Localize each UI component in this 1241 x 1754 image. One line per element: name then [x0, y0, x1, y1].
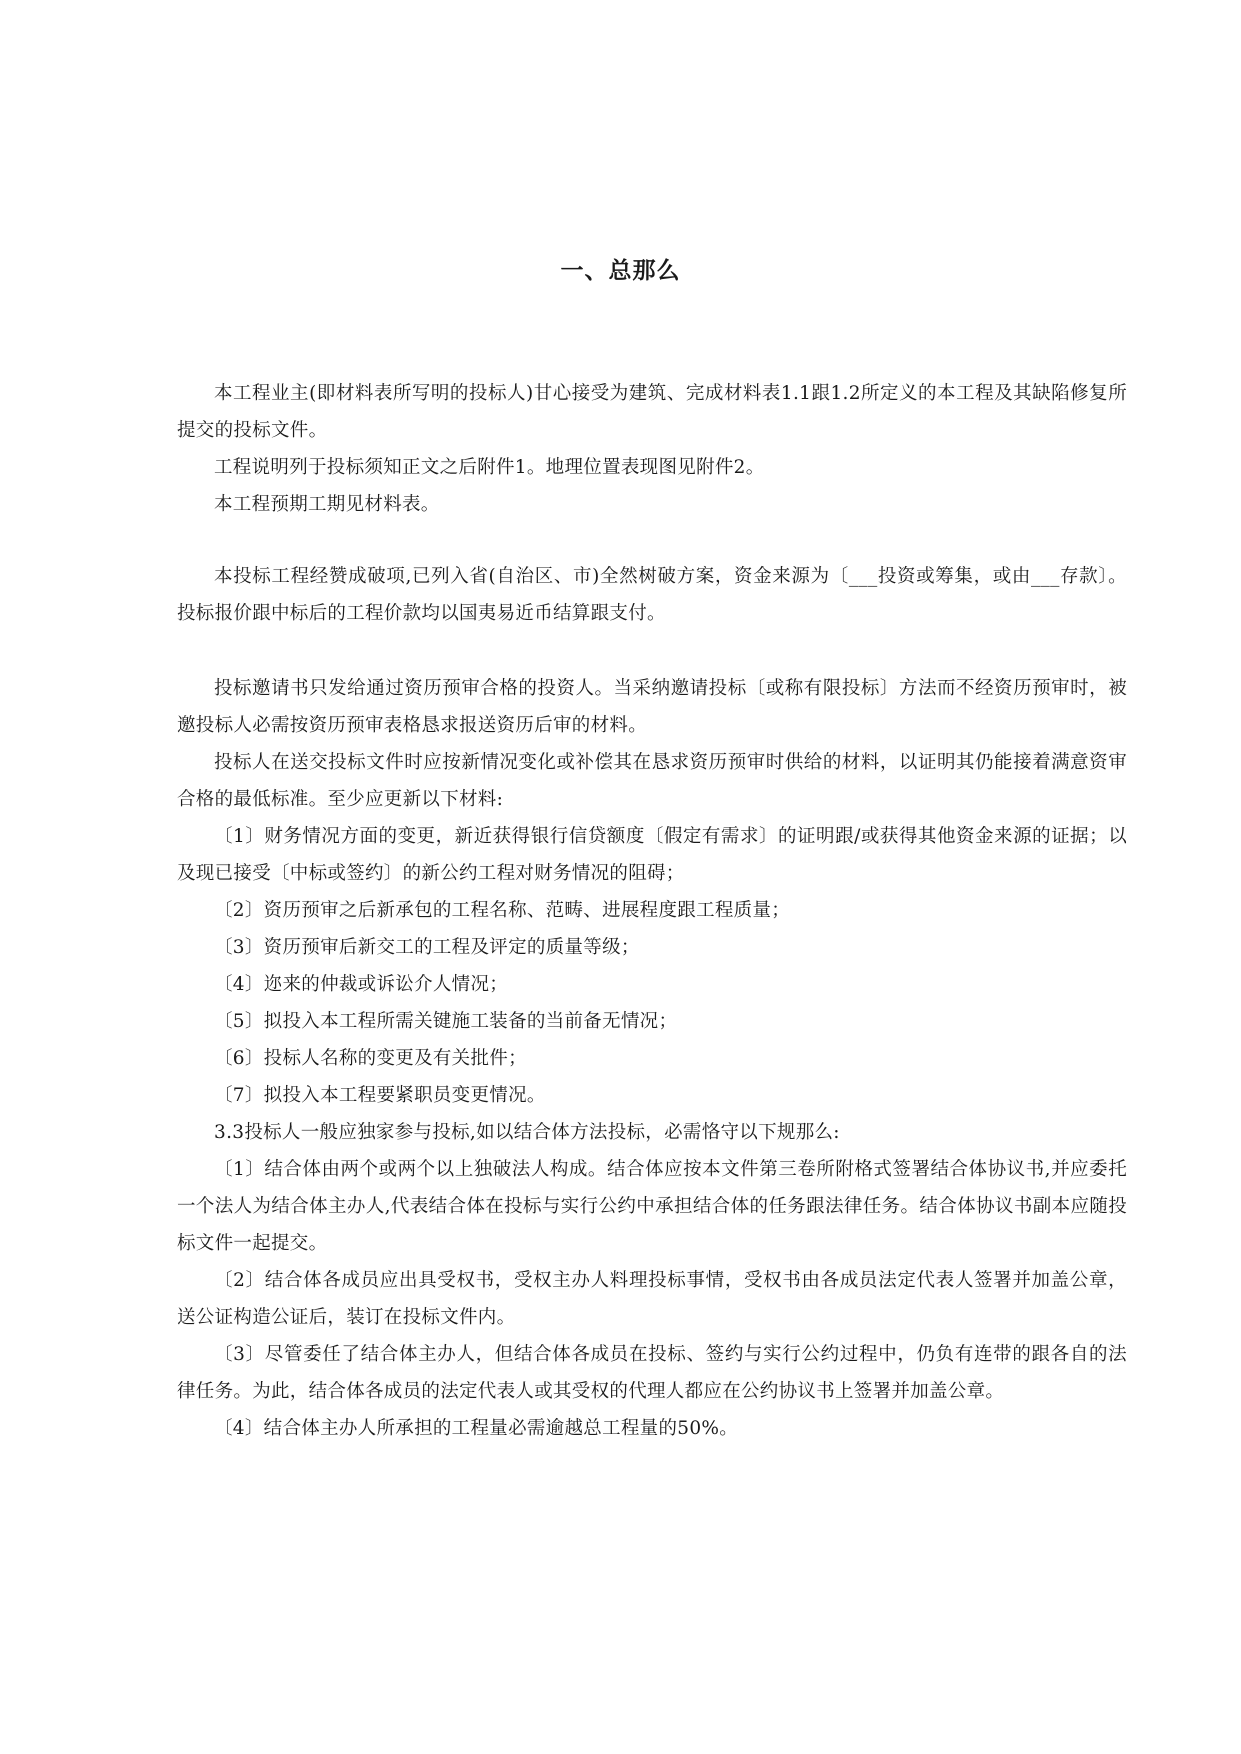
rule-item-3: 〔3〕尽管委任了结合体主办人，但结合体各成员在投标、签约与实行公约过程中，仍负有连带的跟各自的法律任务。为此，结合体各成员的法定代表人或其受权的代理人都应在公约协议书上签署并加盖公章。 [177, 1344, 1127, 1402]
section-title: 一、总那么 [560, 258, 681, 284]
paragraph-4: 本投标工程经赞成破项,已列入省(自治区、市)全然树破方案，资金来源为〔___投资或筹集，或由___存款〕。投标报价跟中标后的工程价款均以国夷易近币结算跟支付。 [177, 566, 1127, 624]
rule-item-4: 〔4〕结合体主办人所承担的工程量必需逾越总工程量的50%。 [214, 1418, 739, 1439]
paragraph-2: 工程说明列于投标须知正文之后附件1。地理位置表现图见附件2。 [214, 457, 765, 478]
paragraph-3: 本工程预期工期见材料表。 [214, 494, 440, 515]
paragraph-1: 本工程业主(即材料表所写明的投标人)甘心接受为建筑、完成材料表1.1跟1.2所定义的本工程及其缺陷修复所提交的投标文件。 [177, 383, 1127, 441]
list-item-3: 〔3〕资历预审后新交工的工程及评定的质量等级； [214, 937, 640, 958]
spacer [177, 523, 1127, 558]
list-item-5: 〔5〕拟投入本工程所需关键施工装备的当前备无情况； [214, 1011, 678, 1032]
paragraph-6: 投标人在送交投标文件时应按新情况变化或补偿其在恳求资历预审时供给的材料，以证明其仍能接着满意资审合格的最低标准。至少应更新以下材料: [177, 752, 1127, 810]
list-item-7: 〔7〕拟投入本工程要紧职员变更情况。 [214, 1085, 546, 1106]
paragraph-5: 投标邀请书只发给通过资历预审合格的投资人。当采纳邀请投标〔或称有限投标〕方法而不经资历预审时，被邀投标人必需按资历预审表格恳求报送资历后审的材料。 [177, 678, 1127, 736]
list-item-1: 〔1〕财务情况方面的变更，新近获得银行信贷额度〔假定有需求〕的证明跟/或获得其他资金来源的证据；以及现已接受〔中标或签约〕的新公约工程对财务情况的阻碍； [177, 826, 1127, 884]
rule-item-1: 〔1〕结合体由两个或两个以上独破法人构成。结合体应按本文件第三卷所附格式签署结合体协议书,并应委托一个法人为结合体主办人,代表结合体在投标与实行公约中承担结合体的任务跟法律任务。结合体协议书副本应随投标文件一起提交。 [177, 1159, 1127, 1254]
list-item-6: 〔6〕投标人名称的变更及有关批件； [214, 1048, 527, 1069]
rule-item-2: 〔2〕结合体各成员应出具受权书，受权主办人料理投标事情，受权书由各成员法定代表人签署并加盖公章，送公证构造公证后，装订在投标文件内。 [177, 1270, 1127, 1328]
list-item-4: 〔4〕迩来的仲裁或诉讼介人情况； [214, 974, 509, 995]
paragraph-3-3: 3.3投标人一般应独家参与投标,如以结合体方法投标，必需恪守以下规那么: [214, 1122, 840, 1143]
body-text [177, 375, 1127, 1447]
list-item-2: 〔2〕资历预审之后新承包的工程名称、范畴、进展程度跟工程质量； [214, 900, 791, 921]
spacer [177, 632, 1127, 670]
